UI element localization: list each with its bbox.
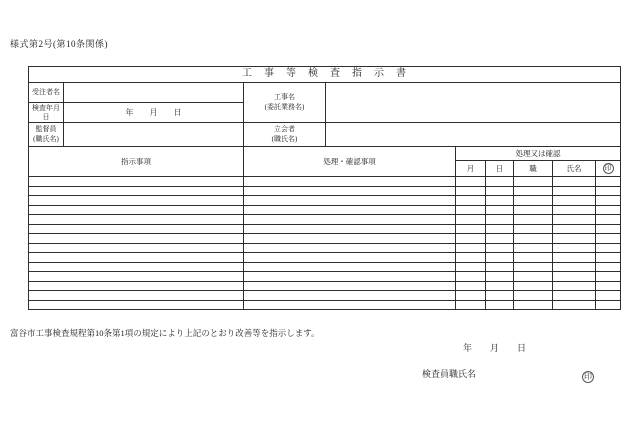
position-entry-cell [514,291,553,301]
month-entry-cell [456,177,486,187]
month-entry-cell [456,291,486,301]
name-entry-cell [553,253,596,263]
day-entry-cell [486,177,514,187]
month-entry-cell [456,215,486,225]
day-entry-cell [486,291,514,301]
position-entry-cell [514,253,553,263]
seal-entry-cell [596,272,621,282]
processing-entry-cell [244,224,456,234]
supervisor-label [29,123,64,147]
processing-entry-cell [244,215,456,225]
instructions-column-header: 指示事項 [29,147,244,177]
instruction-entry-cell [29,262,244,272]
footer-date-line: 年 月 日 [463,343,527,353]
day-entry-cell [486,281,514,291]
month-entry-cell [456,224,486,234]
name-entry-cell [553,243,596,253]
contractor-label: 受注者名 [29,83,64,103]
name-column-header: 氏名 [553,161,596,177]
processing-entry-cell [244,243,456,253]
seal-entry-cell [596,262,621,272]
day-entry-cell [486,186,514,196]
witness-label-main: 立会者 [274,125,295,134]
processing-entry-cell [244,281,456,291]
name-entry-cell [553,205,596,215]
day-entry-cell [486,205,514,215]
inspection-instruction-form-table [28,66,621,310]
position-entry-cell [514,196,553,206]
instruction-entry-cell [29,196,244,206]
entry-row [29,253,621,263]
project-name-value-cell [326,83,621,123]
seal-entry-cell [596,243,621,253]
month-entry-cell [456,281,486,291]
instruction-entry-cell [29,300,244,310]
instruction-entry-cell [29,243,244,253]
footer-seal [582,366,594,384]
position-column-header: 職 [514,161,553,177]
entry-row [29,215,621,225]
month-entry-cell [456,262,486,272]
day-entry-cell [486,253,514,263]
entry-row [29,177,621,187]
day-entry-cell [486,243,514,253]
seal-entry-cell [596,234,621,244]
entry-row [29,300,621,310]
processing-entry-cell [244,272,456,282]
processing-entry-cell [244,196,456,206]
day-entry-cell [486,215,514,225]
form-number: 様式第2号(第10条関係) [10,39,108,49]
position-entry-cell [514,243,553,253]
name-entry-cell [553,224,596,234]
month-entry-cell [456,253,486,263]
entry-row [29,196,621,206]
supervisor-label-main: 監督員 [35,125,57,134]
day-entry-cell [486,262,514,272]
inspection-date-label: 検査年月日 [29,103,64,123]
processing-entry-cell [244,177,456,187]
contractor-value-cell [64,83,244,103]
position-entry-cell [514,272,553,282]
seal-entry-cell [596,215,621,225]
name-entry-cell [553,291,596,301]
entry-row [29,224,621,234]
month-entry-cell [456,205,486,215]
name-entry-cell [553,196,596,206]
instruction-entry-cell [29,253,244,263]
name-entry-cell [553,272,596,282]
witness-label-sub: (職氏名) [271,134,298,143]
entry-row [29,281,621,291]
seal-column-header [596,161,621,177]
name-entry-cell [553,234,596,244]
entry-row [29,262,621,272]
seal-icon: 印 [604,164,612,172]
supervisor-label-sub: (職氏名) [33,134,59,143]
day-entry-cell [486,196,514,206]
processing-entry-cell [244,300,456,310]
name-entry-cell [553,281,596,291]
inspector-name-label: 検査員職氏名 [422,369,477,379]
entry-row [29,291,621,301]
seal-entry-cell [596,253,621,263]
position-entry-cell [514,281,553,291]
instruction-entry-cell [29,205,244,215]
position-entry-cell [514,262,553,272]
seal-icon: 印 [584,372,592,381]
month-entry-cell [456,196,486,206]
month-entry-cell [456,234,486,244]
confirmation-group-header: 処理又は確認 [456,147,621,161]
entry-row [29,243,621,253]
seal-entry-cell [596,196,621,206]
month-entry-cell [456,272,486,282]
day-entry-cell [486,224,514,234]
month-entry-cell [456,300,486,310]
seal-entry-cell [596,224,621,234]
seal-entry-cell [596,281,621,291]
project-name-label-main: 工事名 [274,93,295,102]
position-entry-cell [514,234,553,244]
instruction-entry-cell [29,215,244,225]
processing-entry-cell [244,205,456,215]
entry-row [29,234,621,244]
month-column-header: 月 [456,161,486,177]
document-title: 工 事 等 検 査 指 示 書 [29,67,621,83]
processing-entry-cell [244,262,456,272]
processing-entry-cell [244,186,456,196]
entry-row [29,205,621,215]
name-entry-cell [553,300,596,310]
seal-entry-cell [596,177,621,187]
day-entry-cell [486,234,514,244]
position-entry-cell [514,300,553,310]
instruction-entry-cell [29,234,244,244]
name-entry-cell [553,262,596,272]
day-column-header: 日 [486,161,514,177]
instruction-entry-cell [29,272,244,282]
project-name-label [244,83,326,123]
processing-entry-cell [244,234,456,244]
position-entry-cell [514,215,553,225]
seal-entry-cell [596,300,621,310]
day-entry-cell [486,300,514,310]
inspection-date-value-cell: 年 月 日 [64,103,244,123]
seal-entry-cell [596,205,621,215]
name-entry-cell [553,186,596,196]
instruction-entry-cell [29,177,244,187]
seal-entry-cell [596,186,621,196]
position-entry-cell [514,224,553,234]
name-entry-cell [553,215,596,225]
processing-entry-cell [244,291,456,301]
witness-value-cell [326,123,621,147]
instruction-entry-cell [29,186,244,196]
project-name-label-sub: (委託業務名) [264,102,305,111]
month-entry-cell [456,243,486,253]
day-entry-cell [486,272,514,282]
instruction-entry-cell [29,281,244,291]
regulation-statement: 富谷市工事検査規程第10条第1項の規定により上記のとおり改善等を指示します。 [10,328,320,338]
instruction-entry-cell [29,224,244,234]
supervisor-value-cell [64,123,244,147]
position-entry-cell [514,177,553,187]
entry-rows [29,177,621,310]
position-entry-cell [514,205,553,215]
instruction-entry-cell [29,291,244,301]
name-entry-cell [553,177,596,187]
position-entry-cell [514,186,553,196]
processing-entry-cell [244,253,456,263]
processing-column-header: 処理・確認事項 [244,147,456,177]
entry-row [29,186,621,196]
entry-row [29,272,621,282]
month-entry-cell [456,186,486,196]
seal-entry-cell [596,291,621,301]
witness-label [244,123,326,147]
